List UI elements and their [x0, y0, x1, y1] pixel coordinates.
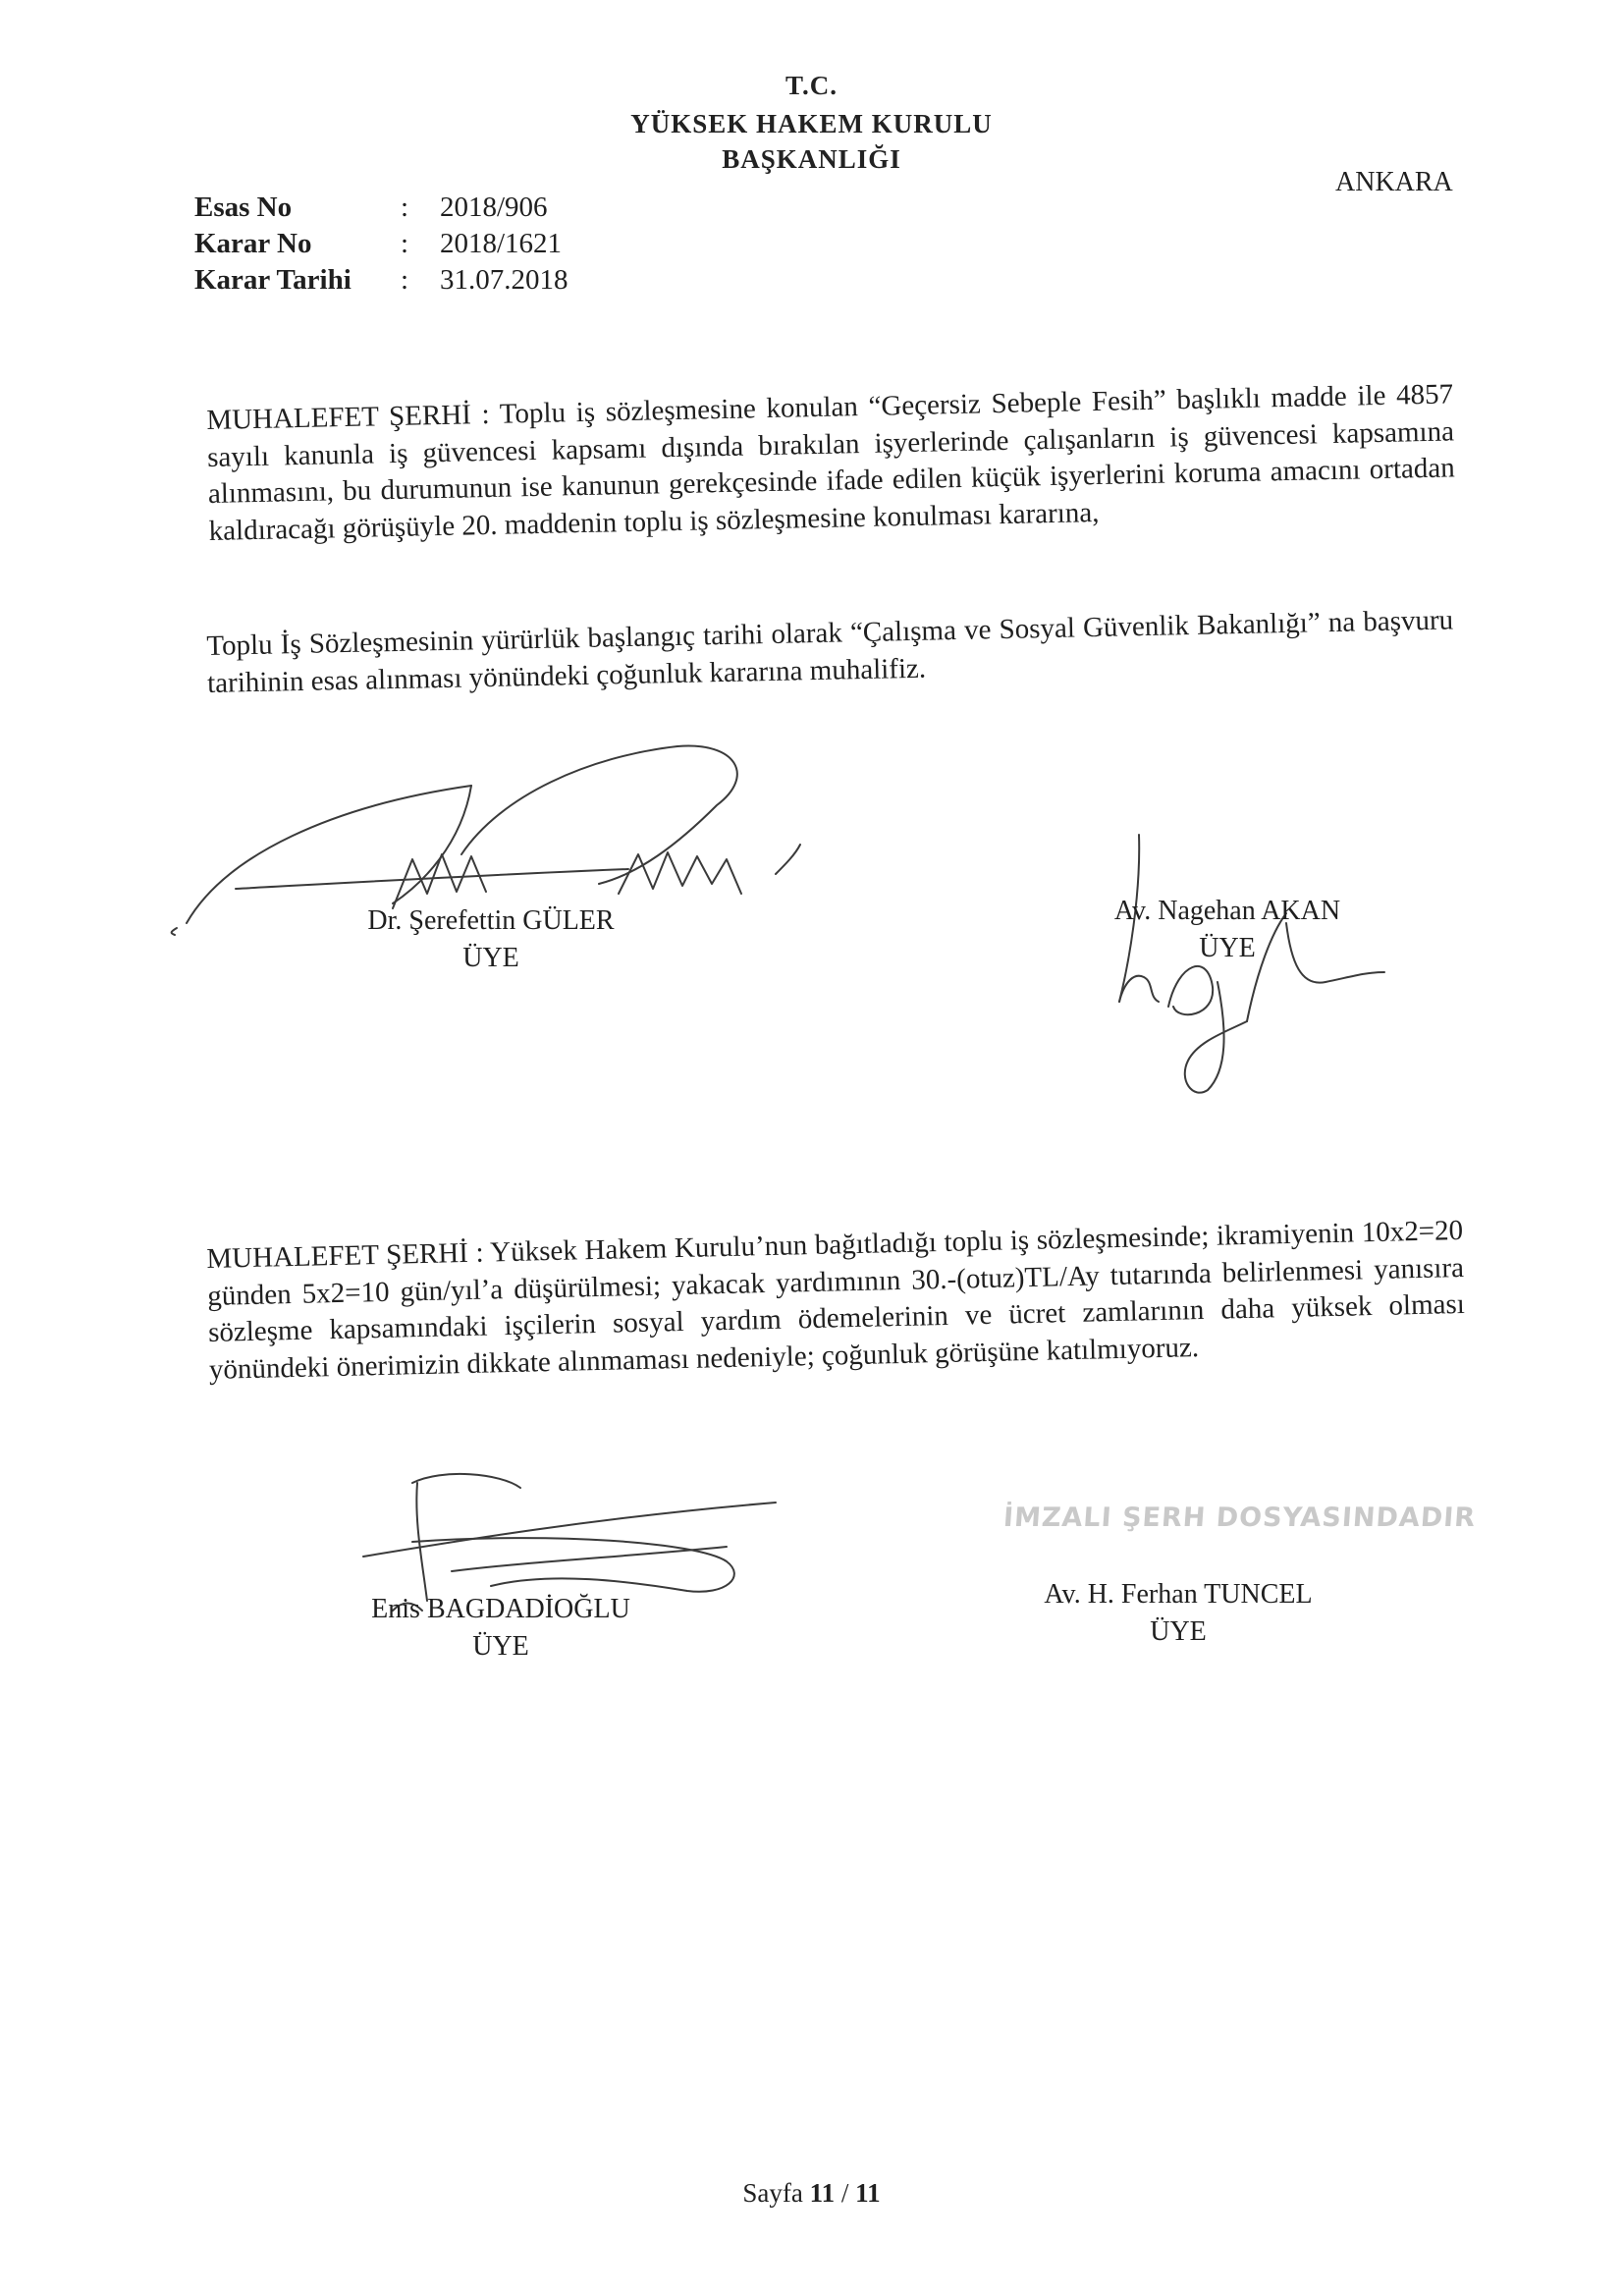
signatory-1-name: Dr. Şerefettin GÜLER: [367, 905, 615, 936]
meta-label: Karar No: [194, 228, 312, 259]
signatory-4-name: Av. H. Ferhan TUNCEL: [1044, 1579, 1313, 1610]
page-separator: /: [840, 2178, 849, 2208]
dissent-1-paragraph-1: MUHALEFET ŞERHİ : Toplu iş sözleşmesine konulan “Geçersiz Sebeple Fesih” başlıklı madde ile 4857 sayılı kanunla iş güvencesi kapsamı dışında bırakılan işyerlerinde çalışanların iş güvencesi kapsamına alınmasını, bu durumunun ise kanunun gerekçesinde ifade edilen küçük işyerlerini koruma amacını ortadan kaldıracağı görüşüyle 20. maddenin toplu iş sözleşmesine konulması kararına,: [206, 378, 1456, 547]
meta-value: 31.07.2018: [440, 264, 568, 296]
signatory-3-name: Enis BAGDADİOĞLU: [371, 1594, 630, 1624]
signatory-2-role: ÜYE: [1199, 933, 1256, 963]
meta-colon: :: [401, 228, 409, 259]
signatory-3-role: ÜYE: [472, 1631, 529, 1662]
page-number: [0, 2178, 1623, 2209]
dissent-1-paragraph-2: Toplu İş Sözleşmesinin yürürlük başlangıç tarihi olarak “Çalışma ve Sosyal Güvenlik Bakanlığı” na başvuru tarihinin esas alınması yönündeki çoğunluk kararına muhalifiz.: [206, 604, 1454, 699]
meta-colon: :: [401, 264, 409, 296]
signatory-2-name: Av. Nagehan AKAN: [1113, 896, 1341, 926]
signatory-4-role: ÜYE: [1150, 1616, 1207, 1647]
meta-value: 2018/906: [440, 191, 548, 223]
dissent-2-paragraph-1: MUHALEFET ŞERHİ : Yüksek Hakem Kurulu’nun bağıtladığı toplu iş sözleşmesinde; ikramiyenin 10x2=20 günden 5x2=10 gün/yıl’a düşürülmesi; yakacak yardımının 30.-(otuz)TL/Ay tutarında belirlenmesi yanısıra sözleşme kapsamındaki işçilerin sosyal yardım ödemelerinin ve ücret zamlarının daha yüksek olması yönündeki önerimizin dikkate alınmaması nedeniyle; çoğunluk görüşüne katılmıyoruz.: [206, 1214, 1466, 1386]
meta-label: Karar Tarihi: [194, 264, 352, 296]
meta-value: 2018/1621: [440, 228, 563, 259]
header-tc: T.C.: [784, 71, 838, 100]
header-institution: YÜKSEK HAKEM KURULU: [630, 109, 993, 138]
page-label: Sayfa: [742, 2178, 803, 2208]
header-presidency: BAŞKANLIĞI: [722, 144, 901, 174]
meta-colon: :: [401, 191, 409, 223]
header-city: ANKARA: [1335, 167, 1453, 197]
page-current: 11: [809, 2178, 836, 2208]
meta-label: Esas No: [194, 191, 293, 223]
signed-dissent-stamp: İMZALI ŞERH DOSYASINDADIR: [1001, 1503, 1478, 1533]
signatory-1-role: ÜYE: [462, 943, 519, 973]
page-total: 11: [855, 2178, 881, 2208]
